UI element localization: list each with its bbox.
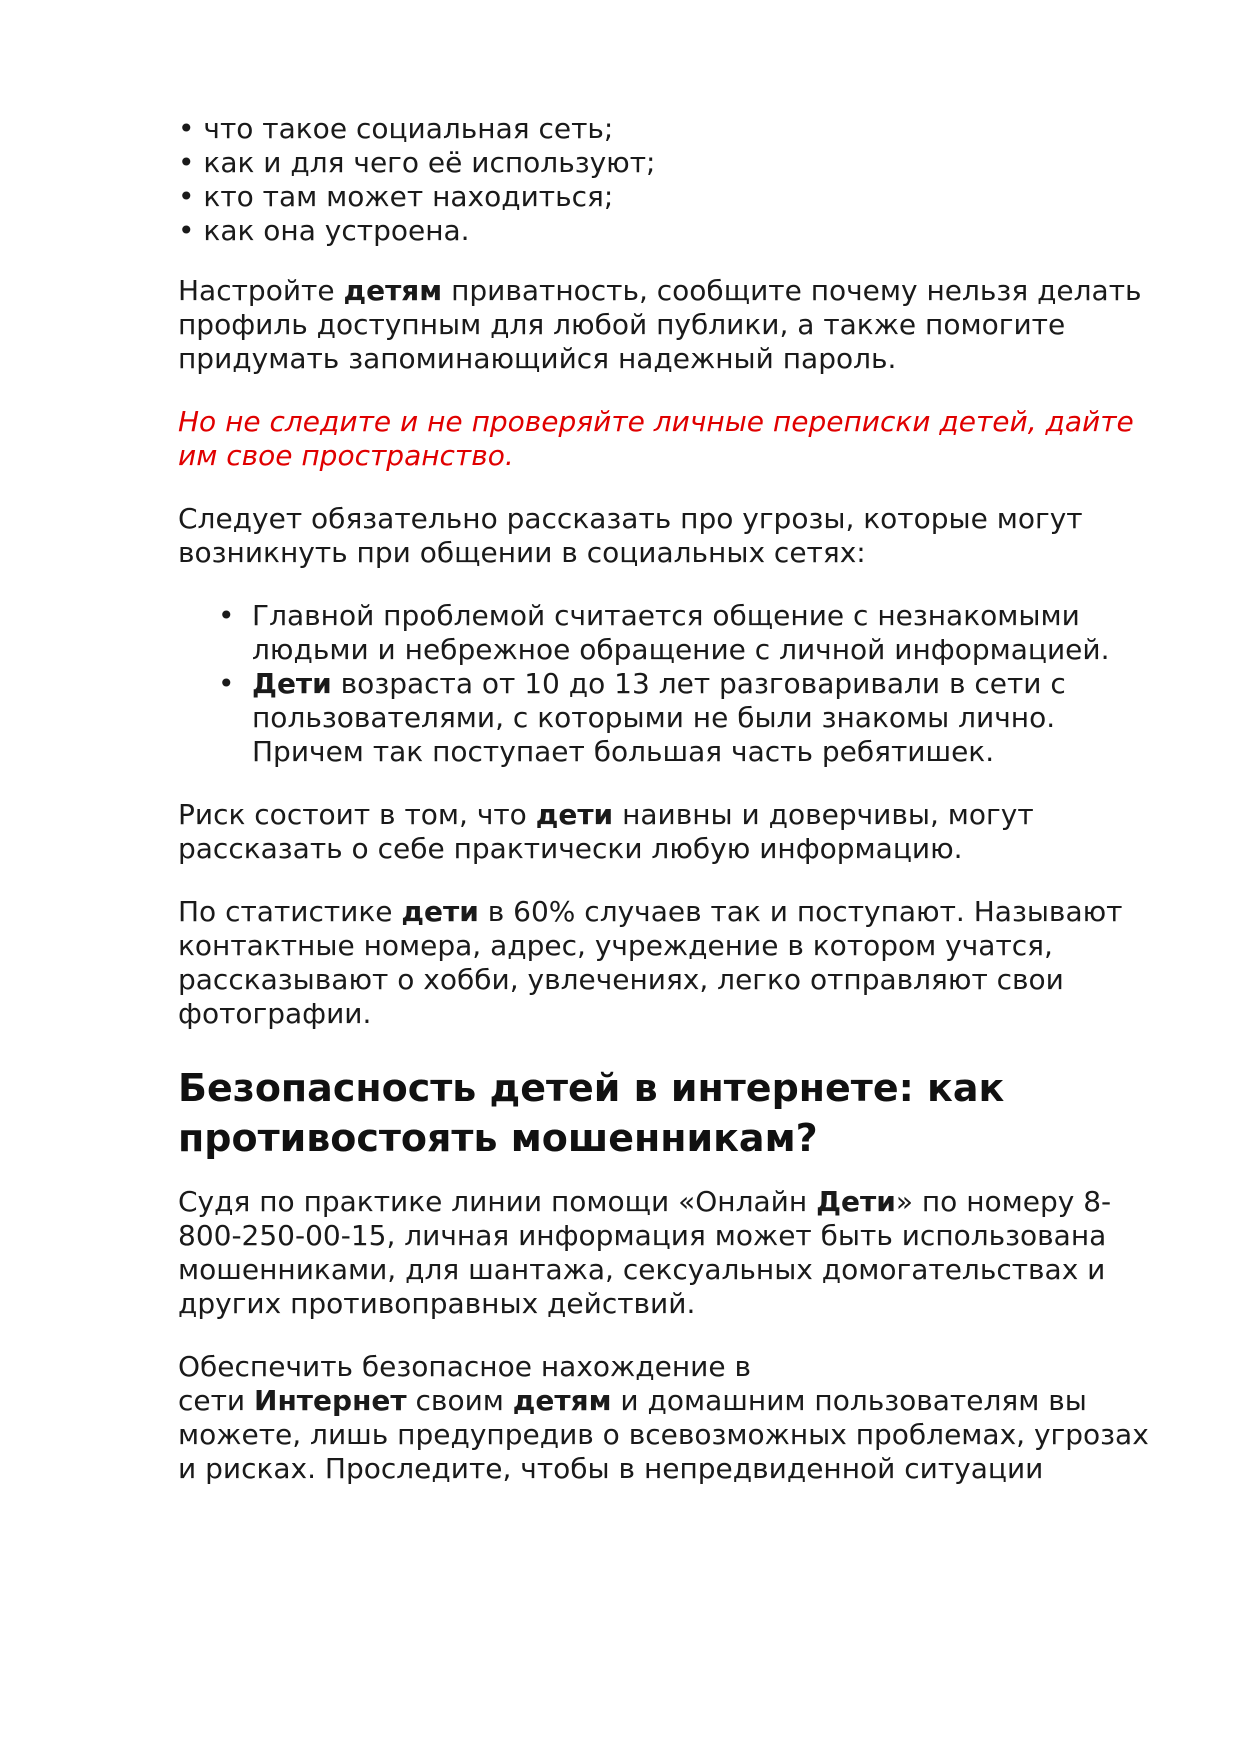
bullet-item-1: • что такое социальная сеть; bbox=[178, 112, 614, 145]
bold-keyword: дети bbox=[401, 895, 479, 928]
risk-paragraph bbox=[178, 798, 1168, 866]
threats-intro-paragraph: Следует обязательно рассказать про угрозы, которые могут возникнуть при общении в социальных сетях: bbox=[178, 502, 1083, 569]
safety-paragraph bbox=[178, 1350, 1168, 1486]
threat-item-2 bbox=[178, 667, 1168, 769]
text-span: приватность, сообщите почему нельзя делать профиль доступным для любой публики, а также помогите придумать запоминающийся надежный пароль. bbox=[178, 274, 1142, 375]
privacy-paragraph bbox=[178, 274, 1168, 376]
text-span: в 60% случаев так и поступают. Называют контактные номера, адрес, учреждение в котором учатся, рассказывают о хобби, увлечениях, легко отправляют свои фотографии. bbox=[178, 895, 1123, 1030]
bullet-item-4: • как она устроена. bbox=[178, 214, 470, 247]
warning-paragraph: Но не следите и не проверяйте личные переписки детей, дайте им свое пространство. bbox=[178, 405, 1134, 472]
text-span: По статистике bbox=[178, 895, 402, 928]
threats-list bbox=[178, 599, 1168, 769]
bullet-dot: • bbox=[218, 599, 235, 632]
text-span: сети bbox=[178, 1384, 255, 1417]
helpline-paragraph bbox=[178, 1185, 1168, 1321]
bold-keyword: Дети bbox=[816, 1185, 896, 1218]
bullet-item-3: • кто там может находиться; bbox=[178, 180, 614, 213]
text-span: Судя по практике линии помощи «Онлайн bbox=[178, 1185, 817, 1218]
text-span: Риск состоит в том, что bbox=[178, 798, 536, 831]
bullet-item-2: • как и для чего её используют; bbox=[178, 146, 656, 179]
statistics-paragraph bbox=[178, 895, 1168, 1031]
threat-text: возраста от 10 до 13 лет разговаривали в сети с пользователями, с которыми не были знакомы лично. Причем так поступает большая часть ребятишек. bbox=[252, 667, 1066, 768]
bold-keyword: Дети bbox=[252, 667, 332, 700]
bullet-dot: • bbox=[218, 667, 235, 700]
bold-keyword: дети bbox=[535, 798, 614, 831]
threat-text: Главной проблемой считается общение с незнакомыми людьми и небрежное обращение с личной информацией. bbox=[252, 599, 1110, 666]
bold-keyword: детям bbox=[343, 274, 443, 307]
bold-keyword: Интернет bbox=[254, 1384, 407, 1417]
text-span: Обеспечить безопасное нахождение в bbox=[178, 1350, 751, 1383]
text-span: наивны и доверчивы, могут рассказать о себе практически любую информацию. bbox=[178, 798, 1034, 865]
text-span: » по номеру 8-800-250-00-15, личная информация может быть использована мошенниками, для шантажа, сексуальных домогательствах и других противоправных действий. bbox=[178, 1185, 1112, 1320]
text-span: Настройте bbox=[178, 274, 344, 307]
bold-keyword: детям bbox=[512, 1384, 612, 1417]
text-span: и домашним пользователям вы можете, лишь предупредив о всевозможных проблемах, угрозах и рисках. Проследите, чтобы в непредвиденной ситуации bbox=[178, 1384, 1149, 1485]
section-heading: Безопасность детей в интернете: как противостоять мошенникам? bbox=[178, 1066, 1005, 1160]
text-span: своим bbox=[406, 1384, 513, 1417]
document-page bbox=[178, 112, 1168, 1515]
threat-item-1 bbox=[178, 599, 1168, 667]
